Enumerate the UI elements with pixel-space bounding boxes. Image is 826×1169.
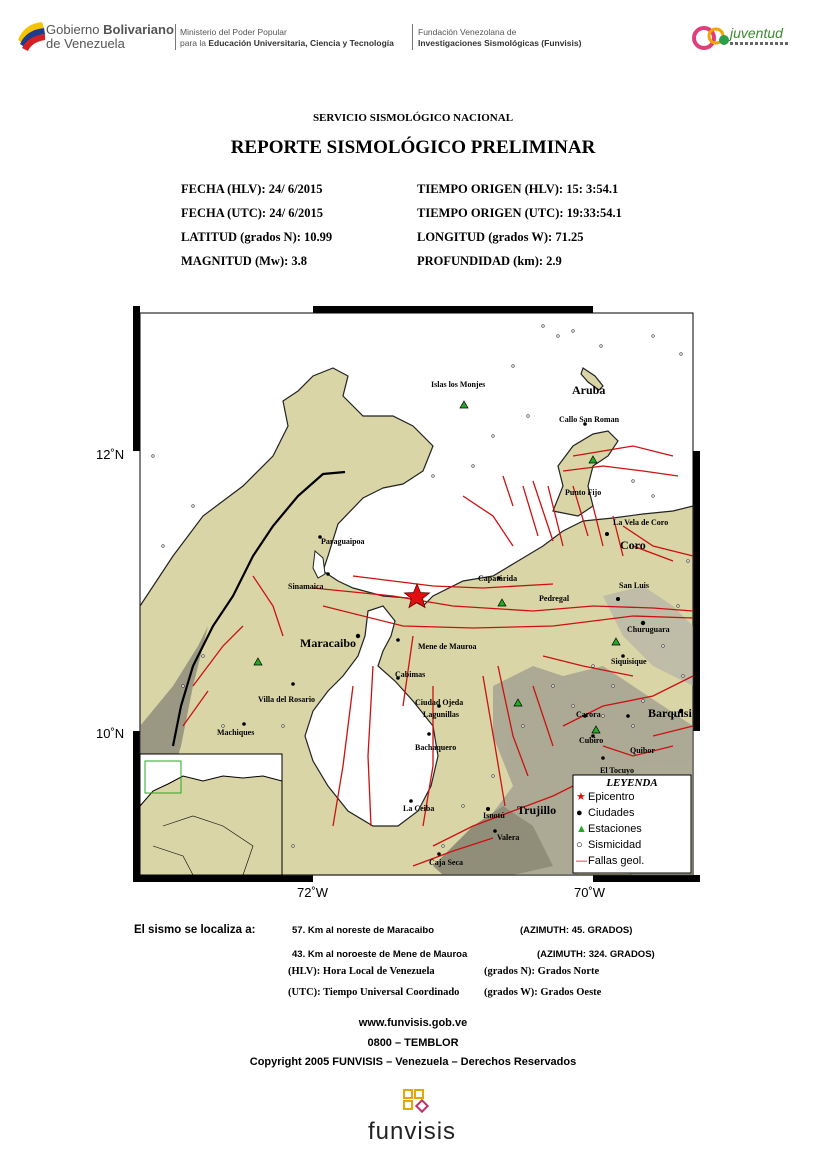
label-trujillo: Trujillo (517, 803, 557, 817)
inset-map (140, 754, 282, 875)
lon-tick-70: 70˚W (574, 885, 606, 900)
label-capatarida: Capatárida (478, 574, 518, 583)
label-lagunillas: Lagunillas (423, 710, 460, 719)
label-machiques: Machiques (217, 728, 255, 737)
label-ciudad-ojeda: Ciudad Ojeda (415, 698, 464, 707)
location-line2-azimuth: (AZIMUTH: 324. GRADOS) (537, 949, 655, 960)
funvisis-logo-text: funvisis (368, 1118, 457, 1145)
label-villa-rosario: Villa del Rosario (258, 695, 316, 704)
lon-tick-72: 72˚W (297, 885, 329, 900)
lat-tick-10: 10˚N (96, 726, 125, 741)
label-cubiro: Cubiro (579, 736, 604, 745)
label-punto-fijo: Punto Fijo (565, 488, 602, 497)
note-grados-w: (grados W): Grados Oeste (484, 987, 602, 998)
hotline: 0800 – TEMBLOR (367, 1037, 459, 1049)
label-caja-seca: Caja Seca (429, 858, 463, 867)
field-tiempo-hlv: TIEMPO ORIGEN (HLV): 15: 3:54.1 (417, 182, 619, 196)
label-bachaquero: Bachaquero (415, 743, 457, 752)
label-pedregal: Pedregal (539, 594, 570, 603)
seismic-map (133, 306, 700, 882)
note-hlv: (HLV): Hora Local de Venezuela (288, 966, 435, 977)
legend-item: Estaciones (588, 823, 642, 835)
legend-fault-icon: — (576, 855, 587, 867)
label-churuguara: Churuguara (627, 625, 670, 634)
field-magnitud: MAGNITUD (Mw): 3.8 (181, 254, 308, 268)
legend (576, 777, 688, 869)
youth-logo (692, 24, 792, 52)
field-latitud: LATITUD (grados N): 10.99 (181, 230, 333, 244)
label-aruba: Aruba (572, 383, 606, 397)
funvisis-logo-icon (400, 1088, 440, 1118)
field-fecha-utc: FECHA (UTC): 24/ 6/2015 (181, 206, 324, 220)
ministry-line1: Ministerio del Poder Popular (180, 27, 287, 37)
field-fecha-hlv: FECHA (HLV): 24/ 6/2015 (181, 182, 323, 196)
legend-epicenter-icon: ★ (576, 791, 586, 803)
legend-item: Fallas geol. (588, 855, 645, 867)
gov-name-prefix: Gobierno (46, 22, 100, 37)
funvisis-logo (360, 1088, 470, 1158)
field-longitud: LONGITUD (grados W): 71.25 (417, 230, 584, 244)
label-la-ceiba: La Ceiba (403, 804, 435, 813)
label-paraguaipoa: Paraguaipoa (321, 537, 365, 546)
copyright: Copyright 2005 FUNVISIS – Venezuela – Derechos Reservados (249, 1056, 577, 1068)
label-calio: Callo San Roman (559, 415, 620, 424)
label-siquisique: Siquisique (611, 657, 647, 666)
legend-seismicity-icon: ○ (576, 839, 583, 851)
legend-title: LEYENDA (606, 777, 658, 789)
label-barquisimeto: Barquisi (648, 706, 692, 720)
venezuela-flag-icon (16, 20, 46, 52)
label-vela-coro: La Vela de Coro (613, 518, 669, 527)
legend-station-icon: ▲ (576, 823, 587, 835)
label-san-luis: San Luis (619, 581, 650, 590)
note-grados-n: (grados N): Grados Norte (484, 966, 600, 977)
website-link[interactable]: www.funvisis.gob.ve (358, 1017, 468, 1029)
ministry-line2-prefix: para la (180, 38, 206, 48)
legend-item: Sismicidad (588, 839, 642, 851)
legend-item: Ciudades (588, 807, 635, 819)
label-islas: Islas los Monjes (431, 380, 486, 389)
label-sinamaica: Sinamaica (288, 582, 324, 591)
youth-logo-text: juventud (730, 25, 783, 41)
gov-name-bold: Bolivariano (103, 22, 174, 37)
note-utc: (UTC): Tiempo Universal Coordinado (288, 987, 460, 998)
label-cabimas: Cabimas (395, 670, 426, 679)
legend-item: Epicentro (588, 791, 635, 803)
gov-name-line2: de Venezuela (46, 36, 125, 51)
agency-name: SERVICIO SISMOLÓGICO NACIONAL (312, 112, 514, 124)
field-tiempo-utc: TIEMPO ORIGEN (UTC): 19:33:54.1 (417, 206, 622, 220)
label-el-tocuyo: El Tocuyo (600, 766, 635, 775)
lat-tick-12: 12˚N (96, 447, 125, 462)
label-quibor: Quibor (630, 746, 655, 755)
report-title: REPORTE SISMOLÓGICO PRELIMINAR (230, 137, 596, 158)
foundation-line1: Fundación Venezolana de (418, 27, 517, 37)
gov-logo (16, 20, 176, 52)
label-valera: Valera (497, 833, 520, 842)
label-maracaibo: Maracaibo (300, 636, 356, 650)
location-line1-place: 57. Km al noreste de Maracaibo (292, 925, 435, 936)
field-profundidad: PROFUNDIDAD (km): 2.9 (417, 254, 562, 268)
location-line1-azimuth: (AZIMUTH: 45. GRADOS) (520, 925, 633, 936)
youth-logo-icon (692, 24, 732, 52)
location-line2-place: 43. Km al noroeste de Mene de Mauroa (292, 949, 468, 960)
foundation-line2: Investigaciones Sismológicas (Funvisis) (418, 38, 582, 48)
label-coro: Coro (620, 538, 646, 552)
legend-city-icon: ● (576, 807, 583, 819)
label-carora: Carora (576, 710, 601, 719)
label-mene: Mene de Mauroa (418, 642, 477, 651)
label-isnotu: Isnotú (483, 811, 505, 820)
location-lead: El sismo se localiza a: (134, 924, 256, 936)
ministry-line2: Educación Universitaria, Ciencia y Tecnología (208, 38, 394, 48)
